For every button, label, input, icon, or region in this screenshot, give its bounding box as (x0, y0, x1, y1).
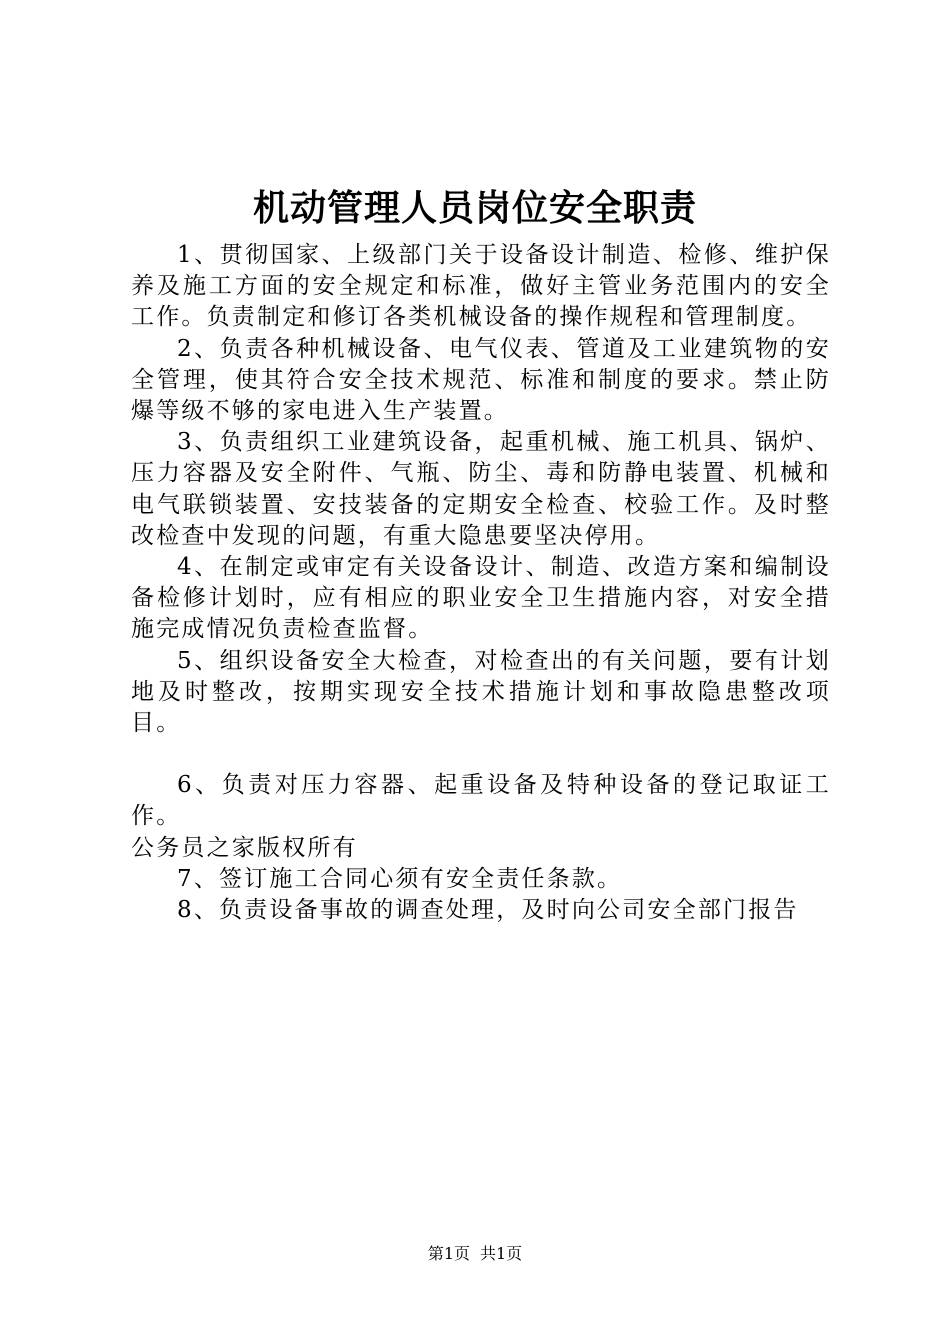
document-title: 机动管理人员岗位安全职责 (252, 187, 697, 229)
paragraph-7: 7、签订施工合同心须有安全责任条款。 (177, 865, 623, 892)
paragraph-8: 8、负责设备事故的调查处理，及时向公司安全部门报告 (177, 897, 799, 924)
paragraph-5: 5、组织设备安全大检查，对检查出的有关问题，要有计划地及时整改，按期实现安全技术措施计划和事故隐患整改项目。 (131, 647, 831, 737)
paragraph-1: 1、贯彻国家、上级部门关于设备设计制造、检修、维护保养及施工方面的安全规定和标准，做好主管业务范围内的安全工作。负责制定和修订各类机械设备的操作规程和管理制度。 (131, 242, 831, 331)
page-number: 第1页 (427, 1244, 470, 1263)
paragraph-2: 2、负责各种机械设备、电气仪表、管道及工业建筑物的安全管理，使其符合安全技术规范、标准和制度的要求。禁止防爆等级不够的家电进入生产装置。 (131, 335, 831, 425)
paragraph-4: 4、在制定或审定有关设备设计、制造、改造方案和编制设备检修计划时，应有相应的职业安全卫生措施内容，对安全措施完成情况负责检查监督。 (131, 554, 831, 643)
paragraph-6: 6、负责对压力容器、起重设备及特种设备的登记取证工作。 (131, 772, 831, 830)
watermark-line: 公务员之家版权所有 (131, 834, 358, 861)
paragraph-3: 3、负责组织工业建筑设备，起重机械、施工机具、锅炉、压力容器及安全附件、气瓶、防尘、毒和防静电装置、机械和电气联锁装置、安技装备的定期安全检查、校验工作。及时整改检查中发现的问题，有重大隐患要坚决停用。 (131, 429, 831, 549)
page-total: 共1页 (480, 1244, 523, 1263)
page-footer (0, 1243, 950, 1265)
document-body (131, 240, 831, 926)
